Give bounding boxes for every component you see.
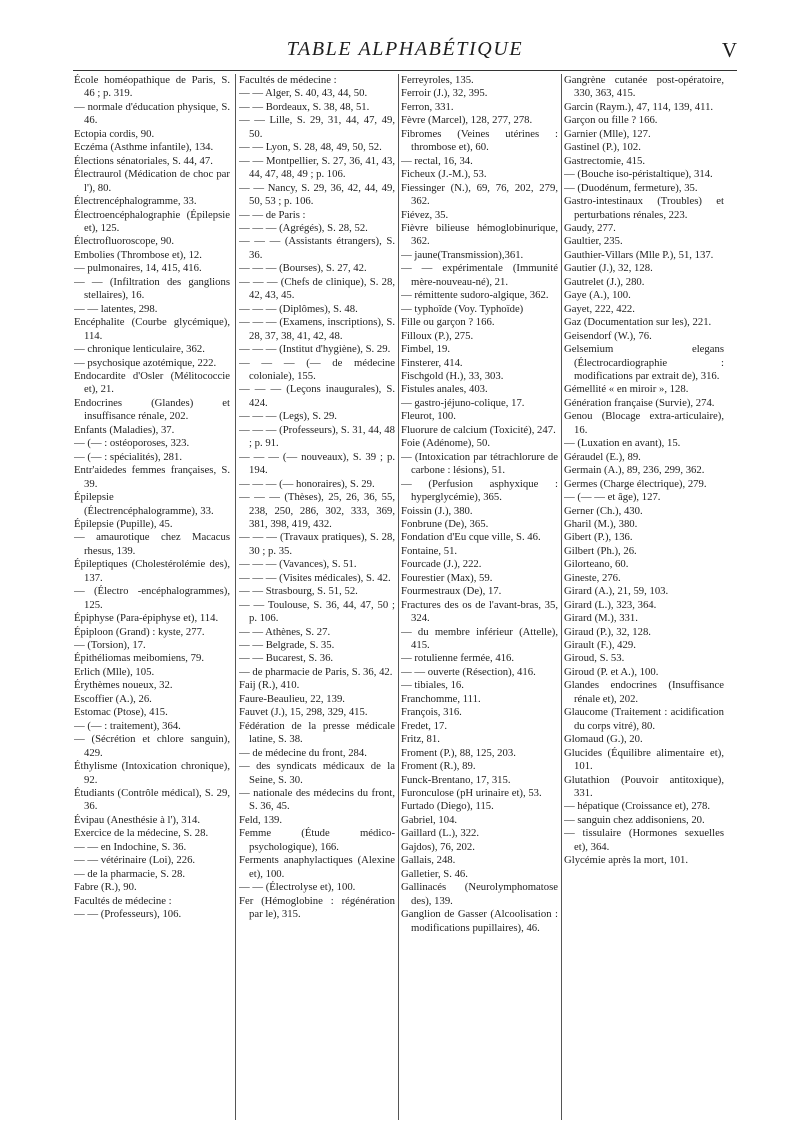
index-entry: — (— — et âge), 127.	[564, 491, 661, 504]
index-entry: — du membre inférieur (Attelle), 415.	[401, 625, 558, 652]
index-entry: — — (Infiltration des ganglions stellaires), 16.	[74, 275, 230, 302]
index-entry: Erlich (Mlle), 105.	[74, 665, 155, 678]
index-entry: Électrofluoroscope, 90.	[74, 235, 175, 248]
index-entry: — (Duodénum, fermeture), 35.	[564, 181, 698, 194]
index-entry: Embolies (Thrombose et), 12.	[74, 248, 202, 261]
index-entry: — (Sécrétion et chlore sanguin), 429.	[74, 733, 230, 759]
index-entry: — tibiales, 16.	[401, 679, 464, 692]
index-entry: Fritz, 81.	[401, 733, 440, 746]
index-entry: Ficheux (J.-M.), 53.	[401, 168, 487, 181]
index-entry: Épiploon (Grand) : kyste, 277.	[74, 625, 205, 638]
index-entry: — — de Paris :	[239, 208, 306, 221]
index-entry: — — Toulouse, S. 36, 44, 47, 50 ; p. 106.	[239, 598, 395, 625]
index-entry: Girault (F.), 429.	[564, 639, 636, 652]
index-entry: — (— : traitement), 364.	[74, 719, 181, 732]
index-entry: Ferreyroles, 135.	[401, 74, 474, 86]
index-entry: Épileptiques (Cholestérolémie des), 137.	[74, 558, 230, 584]
index-entry: — (— : spécialités), 281.	[74, 450, 183, 463]
index-entry: — — en Indochine, S. 36.	[74, 840, 187, 853]
index-entry: — — — (— de médecine coloniale), 155.	[239, 356, 395, 382]
index-entry: Glaucome (Traitement : acidification du corps vitré), 80.	[564, 706, 724, 732]
index-entry: Fontaine, 51.	[401, 544, 458, 557]
index-entry: Eczéma (Asthme infantile), 134.	[74, 141, 214, 154]
index-entry: Gayet, 222, 422.	[564, 302, 635, 315]
index-entry: Fimbel, 19.	[401, 343, 450, 356]
index-entry: Fiessinger (N.), 69, 76, 202, 279, 362.	[401, 181, 558, 208]
index-entry: Gautier (J.), 32, 128.	[564, 262, 653, 275]
index-entry: Fourcade (J.), 222.	[401, 558, 482, 571]
index-entry: Ectopia cordis, 90.	[74, 127, 155, 140]
index-entry: — — Bordeaux, S. 38, 48, 51.	[239, 100, 370, 113]
index-entry: — (Perfusion asphyxique : hyperglycémie), 365.	[401, 477, 558, 504]
index-entry: — — Belgrade, S. 35.	[239, 639, 335, 652]
index-column-2	[239, 74, 395, 1120]
index-entry: — — — (Chefs de clinique), S. 28, 42, 43, 45.	[239, 275, 395, 302]
index-entry: Finsterer, 414.	[401, 356, 463, 369]
index-entry: Gauthier-Villars (Mlle P.), 51, 137.	[564, 248, 714, 261]
index-entry: — de pharmacie de Paris, S. 36, 42.	[239, 665, 393, 678]
index-entry: Gémellité « en miroir », 128.	[564, 383, 689, 396]
index-entry: Fourmestraux (De), 17.	[401, 585, 502, 598]
index-entry: Électroencéphalographie (Épilepsie et), 125.	[74, 208, 230, 234]
index-column-1	[74, 74, 230, 1120]
index-entry: François, 316.	[401, 706, 462, 719]
index-entry: — de médecine du front, 284.	[239, 746, 367, 759]
index-entry: Facultés de médecine :	[74, 894, 172, 907]
index-entry: Glucides (Équilibre alimentaire et), 101.	[564, 746, 724, 773]
index-entry: — — — (Thèses), 25, 26, 36, 55, 238, 250, 286, 302, 333, 369, 381, 398, 419, 432.	[239, 491, 395, 530]
index-entry: Femme (Étude médico-psychologique), 166.	[239, 827, 395, 853]
index-entry: — — expérimentale (Immunité mère-nouveau-né), 21.	[401, 262, 558, 288]
index-entry: Fistules anales, 403.	[401, 383, 488, 396]
index-entry: Germain (A.), 89, 236, 299, 362.	[564, 464, 705, 477]
index-entry: Escoffier (A.), 26.	[74, 692, 152, 705]
index-entry: Ferments anaphylactiques (Alexine et), 100.	[239, 854, 395, 880]
column-divider	[235, 74, 236, 1120]
index-entry: Fourestier (Max), 59.	[401, 571, 493, 584]
index-entry: Glutathion (Pouvoir antitoxique), 331.	[564, 773, 724, 800]
index-entry: Gajdos), 76, 202.	[401, 840, 475, 853]
index-entry: Gastro-intestinaux (Troubles) et perturbations rénales, 223.	[564, 195, 724, 221]
index-entry: Élections sénatoriales, S. 44, 47.	[74, 154, 213, 167]
index-entry: Gilorteano, 60.	[564, 558, 629, 571]
index-entry: — — — (Legs), S. 29.	[239, 410, 337, 423]
index-entry: Faure-Beaulieu, 22, 139.	[239, 692, 345, 705]
index-entry: Gaillard (L.), 322.	[401, 827, 480, 840]
index-entry: Enfants (Maladies), 37.	[74, 423, 175, 436]
index-entry: — gastro-jéjuno-colique, 17.	[401, 396, 525, 409]
index-entry: Froment (R.), 89.	[401, 760, 476, 773]
index-entry: — (Intoxication par tétrachlorure de carbone : lésions), 51.	[401, 450, 558, 477]
index-entry: Gelsemium elegans (Électrocardiographie : modifications par extrait de), 316.	[564, 343, 724, 382]
index-entry: Fonbrune (De), 365.	[401, 517, 489, 530]
index-entry: — (Torsion), 17.	[74, 639, 146, 652]
index-entry: Gineste, 276.	[564, 571, 621, 584]
index-entry: — — — (Institut d'hygiène), S. 29.	[239, 343, 391, 356]
index-entry: Fèvre (Marcel), 128, 277, 278.	[401, 114, 533, 127]
index-entry: Estomac (Ptose), 415.	[74, 706, 168, 719]
index-entry: — pulmonaires, 14, 415, 416.	[74, 262, 202, 275]
index-entry: Giroud, S. 53.	[564, 652, 625, 665]
index-entry: Gerner (Ch.), 430.	[564, 504, 643, 517]
index-entry: Gaultier, 235.	[564, 235, 623, 248]
index-entry: Gaye (A.), 100.	[564, 289, 631, 302]
index-entry: Funck-Brentano, 17, 315.	[401, 773, 511, 786]
index-entry: Ferroir (J.), 32, 395.	[401, 87, 488, 100]
index-entry: Géraudel (E.), 89.	[564, 450, 641, 463]
index-entry: Gibert (P.), 136.	[564, 531, 633, 544]
index-entry: Glomaud (G.), 20.	[564, 733, 643, 746]
index-entry: Garçon ou fille ? 166.	[564, 114, 658, 127]
index-entry: — (Bouche iso-péristaltique), 314.	[564, 168, 713, 181]
index-entry: Fractures des os de l'avant-bras, 35, 324.	[401, 598, 558, 625]
index-entry: — typhoïde (Voy. Typhoïde)	[401, 302, 524, 315]
index-entry: Épilepsie (Électrencéphalogramme), 33.	[74, 491, 214, 517]
index-entry: — chronique lenticulaire, 362.	[74, 343, 205, 356]
index-entry: Giroud (P. et A.), 100.	[564, 665, 659, 678]
index-entry: Étudiants (Contrôle médical), S. 29, 36.	[74, 787, 230, 813]
index-entry: Gastinel (P.), 102.	[564, 141, 641, 154]
index-entry: Glandes endocrines (Insuffisance rénale et), 202.	[564, 679, 724, 705]
index-entry: — — — (— honoraires), S. 29.	[239, 477, 375, 490]
index-entry: Gharil (M.), 380.	[564, 517, 638, 530]
index-entry: Foissin (J.), 380.	[401, 504, 473, 517]
index-entry: — amaurotique chez Macacus rhesus, 139.	[74, 531, 230, 557]
page-number: V	[721, 38, 737, 62]
index-entry: Gastrectomie, 415.	[564, 154, 646, 167]
index-entry: Facultés de médecine :	[239, 74, 337, 86]
index-entry: Fauvet (J.), 15, 298, 329, 415.	[239, 706, 368, 719]
index-entry: Exercice de la médecine, S. 28.	[74, 827, 209, 840]
index-entry: Fischgold (H.), 33, 303.	[401, 369, 504, 382]
page-title: TABLE ALPHABÉTIQUE	[286, 38, 524, 60]
index-entry: — — — (Vavances), S. 51.	[239, 558, 357, 571]
index-entry: — — — (Bourses), S. 27, 42.	[239, 262, 367, 275]
index-entry: — — vétérinaire (Loi), 226.	[74, 854, 196, 867]
page-header	[73, 38, 737, 68]
index-entry: Faij (R.), 410.	[239, 679, 300, 692]
index-entry: Électrencéphalogramme, 33.	[74, 195, 197, 208]
index-entry: Encéphalite (Courbe glycémique), 114.	[74, 316, 230, 342]
column-divider	[398, 74, 399, 1120]
index-entry: Girard (L.), 323, 364.	[564, 598, 657, 611]
index-entry: — sanguin chez addisoniens, 20.	[564, 813, 705, 826]
index-entry: Génération française (Survie), 274.	[564, 396, 715, 409]
index-entry: Furonculose (pH urinaire et), 53.	[401, 787, 542, 800]
index-entry: Épiphyse (Para-épiphyse et), 114.	[74, 612, 219, 625]
index-entry: — hépatique (Croissance et), 278.	[564, 800, 711, 813]
index-column-3	[401, 74, 558, 1120]
index-entry: Entr'aidedes femmes françaises, S. 39.	[74, 464, 230, 490]
index-entry: — — — (Assistants étrangers), S. 36.	[239, 235, 395, 261]
index-entry: Germes (Charge électrique), 279.	[564, 477, 707, 490]
index-entry: Gaudy, 277.	[564, 221, 616, 234]
index-entry: Girard (M.), 331.	[564, 612, 638, 625]
index-entry: Épilepsie (Pupille), 45.	[74, 517, 173, 530]
index-entry: Fleurot, 100.	[401, 410, 456, 423]
index-entry: Furtado (Diego), 115.	[401, 800, 494, 813]
index-entry: Ganglion de Gasser (Alcoolisation : modifications pupillaires), 46.	[401, 908, 558, 934]
index-entry: — (Luxation en avant), 15.	[564, 437, 681, 450]
index-entry: — rémittente sudoro-algique, 362.	[401, 289, 549, 302]
index-entry: — — Lyon, S. 28, 48, 49, 50, 52.	[239, 141, 382, 154]
index-entry: — — Bucarest, S. 36.	[239, 652, 334, 665]
index-entry: — — — (Professeurs), S. 31, 44, 48 ; p. 91.	[239, 423, 395, 450]
index-entry: — — Alger, S. 40, 43, 44, 50.	[239, 87, 368, 100]
index-entry: Fer (Hémoglobine : régénération par le), 315.	[239, 894, 395, 921]
index-entry: Girard (A.), 21, 59, 103.	[564, 585, 669, 598]
index-entry: — — — (Examens, inscriptions), S. 28, 37, 38, 41, 42, 48.	[239, 316, 395, 342]
index-entry: Électraurol (Médication de choc par l'), 80.	[74, 168, 230, 194]
index-entry: Endocrines (Glandes) et insuffisance rénale, 202.	[74, 396, 230, 423]
index-entry: — nationale des médecins du front, S. 36, 45.	[239, 787, 395, 813]
index-entry: Genou (Blocage extra-articulaire), 16.	[564, 410, 724, 436]
index-entry: — (Électro -encéphalogrammes), 125.	[74, 585, 230, 611]
index-entry: Fondation d'Eu cque ville, S. 46.	[401, 531, 541, 544]
header-rule	[73, 70, 737, 71]
index-entry: Érythèmes noueux, 32.	[74, 679, 173, 692]
index-entry: — — (Électrolyse et), 100.	[239, 881, 356, 894]
index-entry: — — Athènes, S. 27.	[239, 625, 331, 638]
index-entry: Glycémie après la mort, 101.	[564, 854, 689, 867]
index-entry: Fluorure de calcium (Toxicité), 247.	[401, 423, 556, 436]
index-entry: — — — (Visites médicales), S. 42.	[239, 571, 391, 584]
index-entry: Fédération de la presse médicale latine, S. 38.	[239, 719, 395, 746]
index-entry: Giraud (P.), 32, 128.	[564, 625, 651, 638]
index-entry: Fille ou garçon ? 166.	[401, 316, 495, 329]
index-entry: Fabre (R.), 90.	[74, 881, 137, 894]
index-entry: — — — (— nouveaux), S. 39 ; p. 194.	[239, 450, 395, 477]
index-entry: — — — (Agrégés), S. 28, 52.	[239, 221, 368, 234]
index-entry: Ferron, 331.	[401, 100, 454, 113]
index-entry: Galletier, S. 46.	[401, 867, 468, 880]
index-entry: Gaz (Documentation sur les), 221.	[564, 316, 712, 329]
index-entry: — — (Professeurs), 106.	[74, 908, 182, 921]
index-entry: — — — (Leçons inaugurales), S. 424.	[239, 383, 395, 409]
index-entry: Froment (P.), 88, 125, 203.	[401, 746, 516, 759]
index-entry: Foie (Adénome), 50.	[401, 437, 491, 450]
index-entry: Gabriel, 104.	[401, 813, 458, 826]
index-entry: — normale d'éducation physique, S. 46.	[74, 100, 230, 127]
index-entry: Gallais, 248.	[401, 854, 456, 867]
index-entry: Fièvre bilieuse hémoglobinurique, 362.	[401, 221, 558, 248]
index-entry: Garnier (Mlle), 127.	[564, 127, 651, 140]
column-divider	[561, 74, 562, 1120]
index-entry: — tissulaire (Hormones sexuelles et), 364.	[564, 827, 724, 853]
index-entry: — — ouverte (Résection), 416.	[401, 665, 536, 678]
index-entry: — psychosique azotémique, 222.	[74, 356, 217, 369]
index-entry: — rotulienne fermée, 416.	[401, 652, 515, 665]
index-entry: Feld, 139.	[239, 813, 283, 826]
index-entry: École homéopathique de Paris, S. 46 ; p. 319.	[74, 74, 230, 100]
index-entry: Filloux (P.), 275.	[401, 329, 474, 342]
index-entry: — — Strasbourg, S. 51, 52.	[239, 585, 358, 598]
index-column-4	[564, 74, 724, 1120]
index-entry: Évipau (Anesthésie à l'), 314.	[74, 813, 200, 826]
index-entry: Endocardite d'Osler (Mélitococcie et), 21.	[74, 369, 230, 396]
index-entry: — — — (Diplômes), S. 48.	[239, 302, 358, 315]
index-entry: Geisendorf (W.), 76.	[564, 329, 652, 342]
index-entry: — — Nancy, S. 29, 36, 42, 44, 49, 50, 53 ; p. 106.	[239, 181, 395, 208]
index-entry: — (— : ostéoporoses, 323.	[74, 437, 190, 450]
index-entry: Gangrène cutanée post-opératoire, 330, 363, 415.	[564, 74, 724, 100]
index-entry: Gilbert (Ph.), 26.	[564, 544, 637, 557]
index-entry: Gallinacés (Neurolymphomatose des), 139.	[401, 881, 558, 907]
index-entry: Franchomme, 111.	[401, 692, 481, 705]
index-entry: Garcin (Raym.), 47, 114, 139, 411.	[564, 100, 714, 113]
index-entry: — — Lille, S. 29, 31, 44, 47, 49, 50.	[239, 114, 395, 140]
index-entry: Fredet, 17.	[401, 719, 448, 732]
index-entry: — — Montpellier, S. 27, 36, 41, 43, 44, 47, 48, 49 ; p. 106.	[239, 154, 395, 181]
index-entry: Éthylisme (Intoxication chronique), 92.	[74, 760, 230, 786]
index-entry: Épithéliomas meibomiens, 79.	[74, 652, 205, 665]
index-entry: — rectal, 16, 34.	[401, 154, 473, 167]
index-entry: — jaune(Transmission),361.	[401, 248, 524, 261]
index-entry: — — latentes, 298.	[74, 302, 158, 315]
index-entry: — des syndicats médicaux de la Seine, S. 30.	[239, 760, 395, 786]
index-entry: Fibromes (Veines utérines : thrombose et), 60.	[401, 127, 558, 154]
index-entry: Fiévez, 35.	[401, 208, 449, 221]
index-entry: Gautrelet (J.), 280.	[564, 275, 645, 288]
index-entry: — — — (Travaux pratiques), S. 28, 30 ; p. 35.	[239, 531, 395, 557]
index-entry: — de la pharmacie, S. 28.	[74, 867, 185, 880]
